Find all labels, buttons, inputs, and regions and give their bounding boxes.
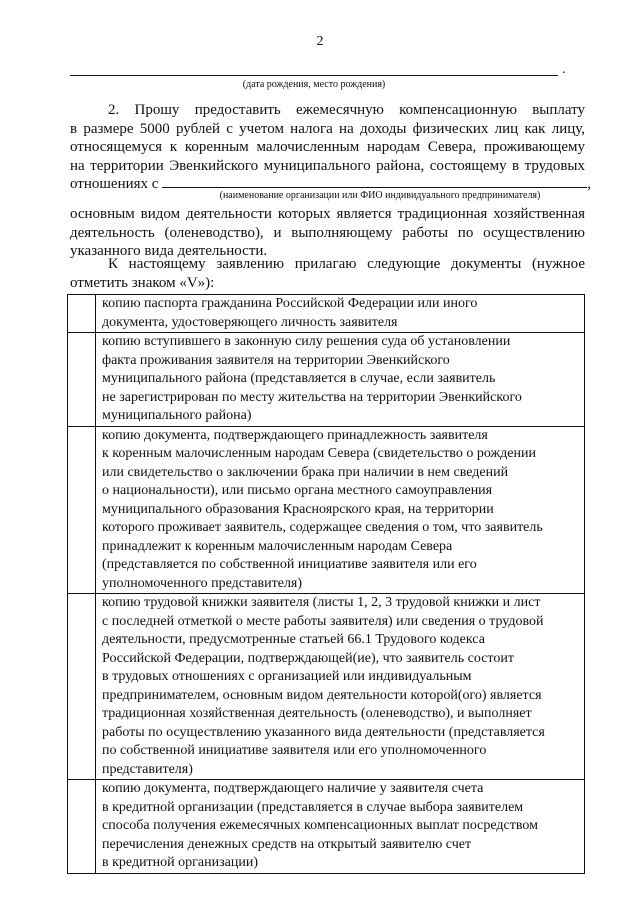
document-text-line: по собственной инициативе заявителя или его уполномоченного (102, 743, 487, 758)
page-number: 2 (316, 34, 324, 49)
dob-line-end-dot: . (562, 62, 566, 77)
document-row-employment (68, 594, 585, 780)
paragraph-2 (70, 101, 591, 194)
document-text-line: или свидетельство о заключении брака при наличии в нем сведений (102, 464, 509, 480)
document-text-line: с последней отметкой о месте работы заявителя) или сведения о трудовой (102, 613, 544, 629)
relations-label: отношениях с (70, 176, 159, 193)
organization-caption: (наименование организации или ФИО индивидуального предпринимателя) (219, 190, 541, 201)
paragraph-2-cont-line: указанного вида деятельности. (70, 243, 268, 260)
document-text-line: в трудовых отношениях с организацией или индивидуальным (102, 669, 472, 684)
dob-underline (70, 75, 558, 76)
document-description (96, 295, 585, 333)
paragraph-2-continued (70, 205, 585, 261)
document-text-line: муниципального образования Красноярского края, на территории (102, 501, 494, 517)
document-text-line: (представляется по собственной инициативе заявителя или его (102, 557, 477, 572)
document-text-line: которого проживает заявитель, содержащее сведения о том, что заявитель (102, 520, 543, 535)
paragraph-2-line: в размере 5000 рублей с учетом налога на доходы физических лиц как лицу, (70, 120, 585, 137)
trailing-comma: , (587, 176, 591, 193)
document-text-line: документа, удостоверяющего личность заявителя (102, 314, 398, 330)
document-text-line: не зарегистрирован по месту жительства на территории Эвенкийского (102, 389, 522, 405)
checkbox-cell-employment[interactable] (68, 594, 96, 780)
paragraph-2-line: 2. Прошу предоставить ежемесячную компенсационную выплату (108, 102, 585, 118)
document-row-ethnicity (68, 426, 585, 594)
checkbox-cell-bank-account[interactable] (68, 780, 96, 874)
document-text-line: к коренным малочисленным народам Севера (свидетельство о рождении (102, 446, 536, 461)
document-text-line: муниципального района (представляется в случае, если заявитель (102, 371, 496, 386)
document-row-bank-account (68, 780, 585, 874)
document-text-line: Российской Федерации, подтверждающей(ие), что заявитель состоит (102, 650, 514, 666)
document-text-line: представителя) (102, 761, 193, 777)
paragraph-2-cont-line: основным видом деятельности которых является традиционная хозяйственная (70, 206, 585, 222)
checkbox-cell-court-decision[interactable] (68, 333, 96, 427)
documents-table (67, 294, 585, 874)
document-text-line: факта проживания заявителя на территории Эвенкийского (102, 352, 450, 368)
document-text-line: копию документа, подтверждающего наличие у заявителя счета (102, 781, 484, 796)
document-text-line: традиционная хозяйственная деятельность (оленеводство), и выполняет (102, 706, 532, 721)
checkbox-cell-passport[interactable] (68, 295, 96, 333)
attachments-intro (70, 255, 585, 292)
document-text-line: способа получения ежемесячных компенсационных выплат посредством (102, 818, 538, 833)
document-text-line: деятельности, предусмотренные статьей 66.1 Трудового кодекса (102, 632, 485, 647)
document-text-line: принадлежит к коренным малочисленным народам Севера (102, 538, 453, 554)
document-text-line: копию документа, подтверждающего принадлежность заявителя (102, 427, 488, 443)
document-text-line: в кредитной организации) (102, 855, 258, 870)
document-text-line: предпринимателем, основным видом деятельности которой(ого) является (102, 687, 542, 703)
paragraph-2-cont-line: деятельность (оленеводство), и выполняющему работы по осуществлению (70, 224, 585, 241)
document-description (96, 780, 585, 874)
document-text-line: копию трудовой книжки заявителя (листы 1, 2, 3 трудовой книжки и лист (102, 595, 541, 610)
attachments-intro-line: отметить знаком «V»): (70, 274, 215, 291)
dob-caption: (дата рождения, место рождения) (242, 79, 386, 90)
attachments-intro-line: К настоящему заявлению прилагаю следующие документы (нужное (108, 256, 585, 272)
document-text-line: работы по осуществлению указанного вида деятельности (представляется (102, 724, 545, 740)
checkbox-cell-ethnicity[interactable] (68, 426, 96, 594)
document-text-line: муниципального района) (102, 408, 252, 423)
document-text-line: в кредитной организации (представляется в случае выбора заявителем (102, 799, 524, 815)
document-description (96, 594, 585, 780)
document-text-line: копию вступившего в законную силу решения суда об установлении (102, 334, 511, 349)
document-description (96, 426, 585, 594)
document-text-line: уполномоченного представителя) (102, 575, 303, 591)
organization-blank-line (162, 175, 587, 188)
document-row-passport (68, 295, 585, 333)
document-text-line: о национальности), или письмо органа местного самоуправления (102, 483, 493, 498)
document-text-line: копию паспорта гражданина Российской Федерации или иного (102, 296, 478, 311)
document-description (96, 333, 585, 427)
document-text-line: перечисления денежных средств на открытый заявителю счет (102, 836, 472, 852)
paragraph-2-line: относящемуся к коренным малочисленным народам Севера, проживающему (70, 139, 585, 156)
paragraph-2-line: на территории Эвенкийского муниципального района, состоящему в трудовых (70, 157, 585, 174)
document-row-court-decision (68, 333, 585, 427)
